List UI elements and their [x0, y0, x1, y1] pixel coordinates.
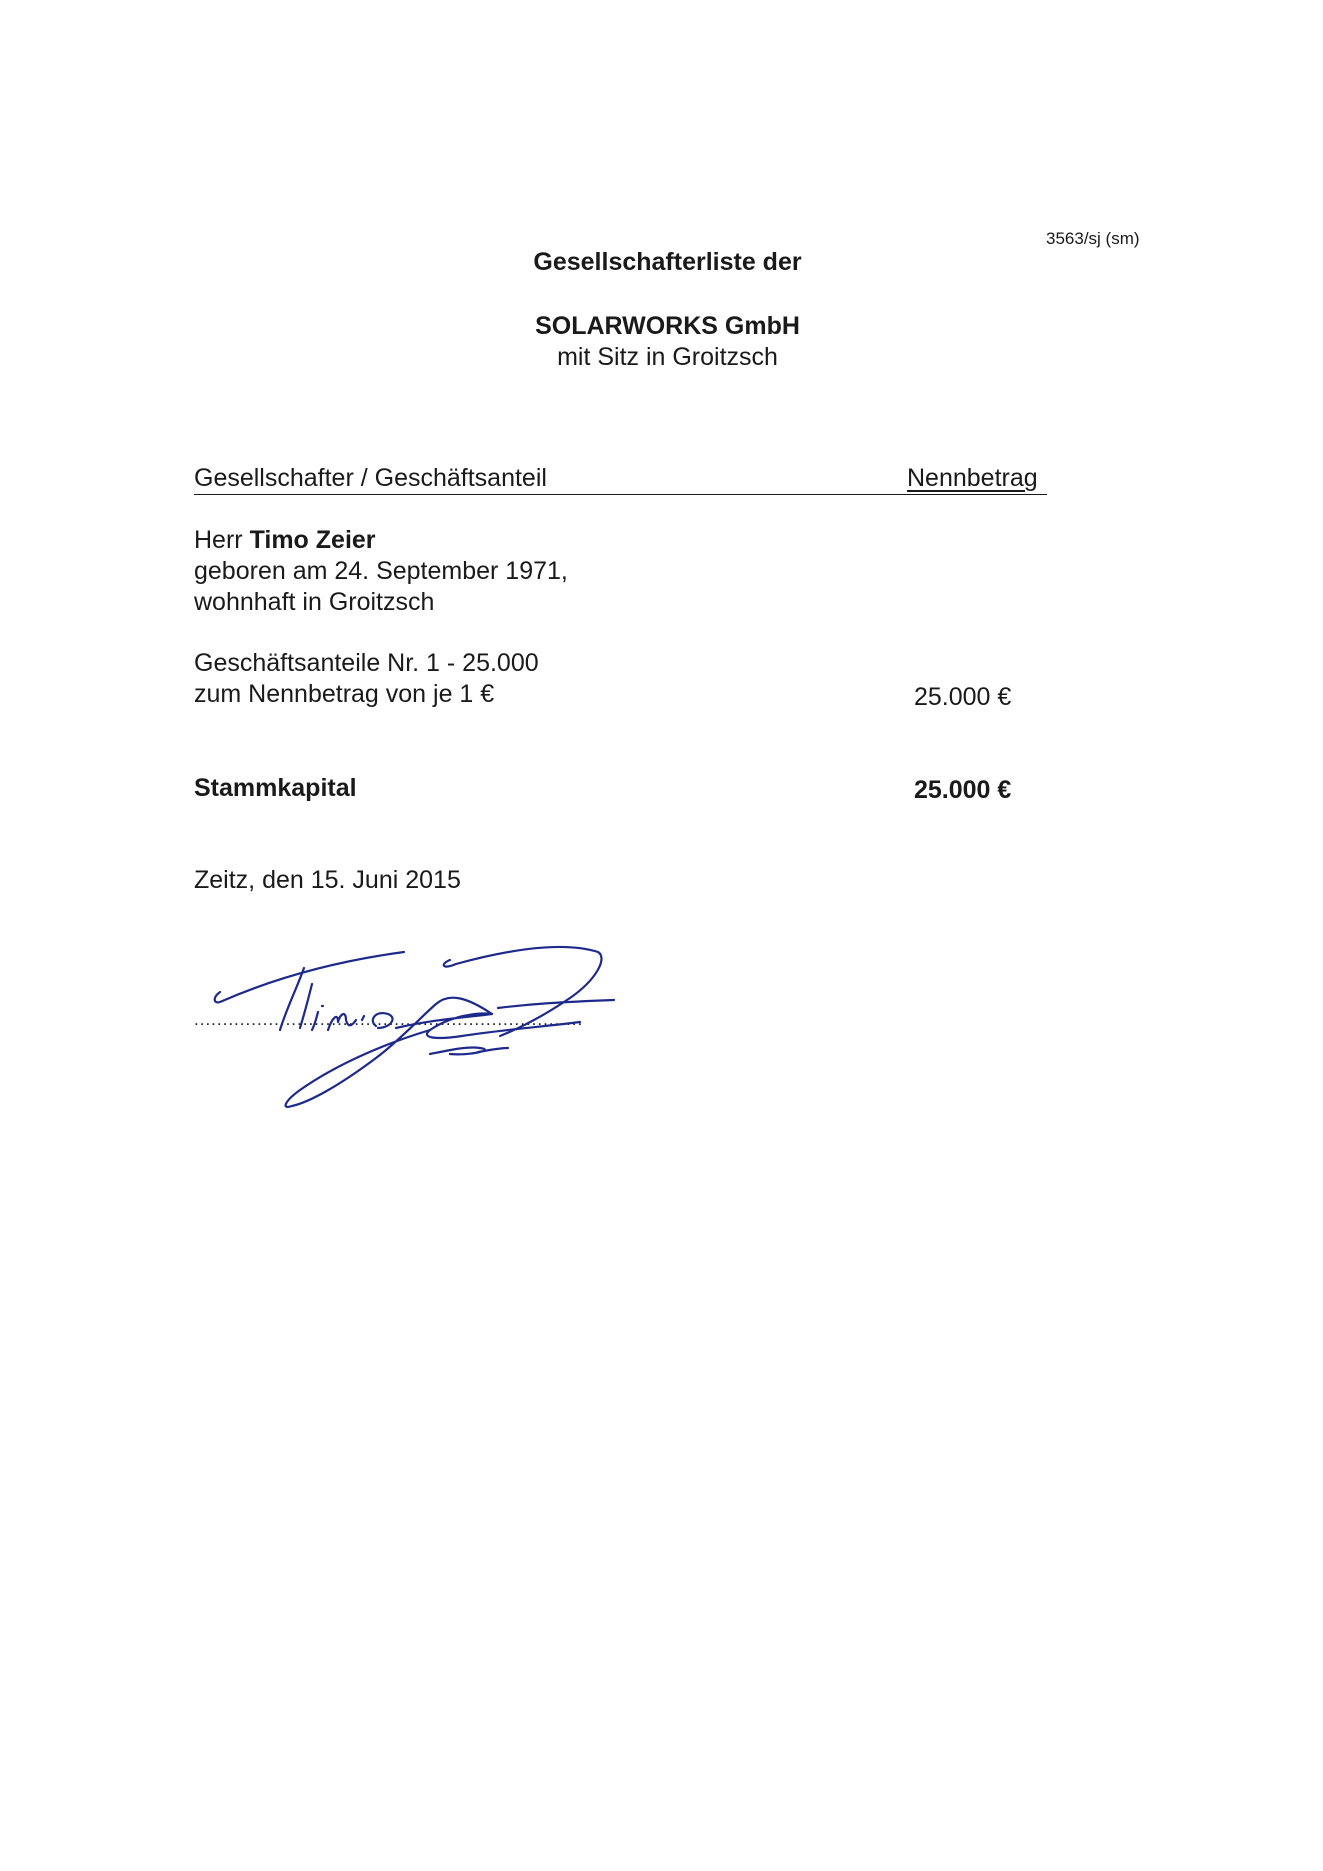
table-header-nominal: Nennbetrag: [907, 464, 1038, 492]
table-header-underline: [194, 494, 1047, 495]
shares-amount: 25.000 €: [914, 683, 1012, 711]
shares-block: [194, 648, 539, 710]
capital-label: Stammkapital: [194, 774, 357, 802]
document-title: Gesellschafterliste der: [533, 248, 802, 276]
shareholder-name: Timo Zeier: [249, 526, 376, 554]
shareholder-residence: wohnhaft in Groitzsch: [194, 588, 435, 616]
company-seat: mit Sitz in Groitzsch: [557, 343, 778, 371]
capital-amount: 25.000 €: [914, 776, 1012, 804]
table-header-shareholder: Gesellschafter / Geschäftsanteil: [194, 464, 547, 492]
signature-stroke: [312, 1006, 323, 1030]
company-name: SOLARWORKS GmbH: [535, 312, 800, 340]
shares-numbers: Geschäftsanteile Nr. 1 - 25.000: [194, 649, 539, 677]
signature-stroke: [373, 1013, 393, 1028]
signature-stroke: [300, 984, 312, 1028]
signature: [200, 880, 640, 1120]
shares-nominal-each: zum Nennbetrag von je 1 €: [194, 680, 495, 708]
place-date: Zeitz, den 15. Juni 2015: [194, 866, 461, 894]
signature-stroke: [396, 1014, 580, 1038]
signature-stroke: [430, 1047, 508, 1054]
signature-stroke: [362, 1016, 364, 1020]
reference-number: 3563/sj (sm): [1046, 229, 1140, 248]
signature-stroke: [328, 1014, 356, 1030]
shareholder-salutation: Herr: [194, 526, 243, 554]
shareholder-block: [194, 525, 568, 618]
signature-dotted-line: ....................................................................: [194, 1010, 584, 1029]
shareholder-birth: geboren am 24. September 1971,: [194, 557, 568, 585]
